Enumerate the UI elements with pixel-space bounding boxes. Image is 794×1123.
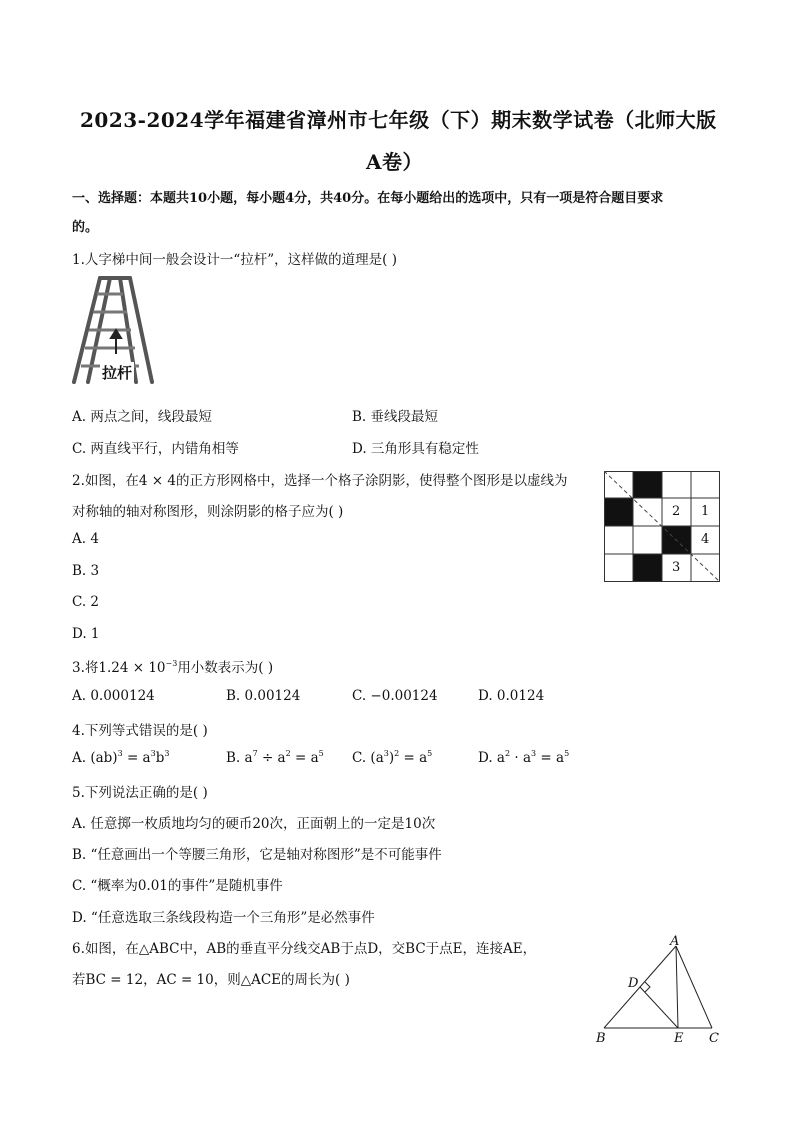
q3-option-c: C. −0.00124 bbox=[352, 688, 438, 704]
q2-option-d: D. 1 bbox=[72, 626, 100, 642]
label-a: A bbox=[670, 934, 680, 949]
segment-de bbox=[640, 987, 678, 1028]
exam-title-line2: A卷） bbox=[366, 150, 424, 174]
q3-stem bbox=[72, 656, 273, 676]
side-ac bbox=[676, 946, 712, 1028]
grid-label-4: 4 bbox=[701, 532, 710, 547]
q6-stem-line1: 6.如图，在△ABC中，AB的垂直平分线交AB于点D，交BC于点E，连接AE， bbox=[72, 941, 537, 957]
q1-option-b: B. 垂线段最短 bbox=[352, 409, 439, 425]
q1-option-a: A. 两点之间，线段最短 bbox=[72, 409, 212, 425]
q2-option-c: C. 2 bbox=[72, 594, 100, 610]
ladder-label: 拉杆 bbox=[102, 364, 133, 382]
q6-stem-line2: 若BC = 12，AC = 10，则△ACE的周长为( ) bbox=[72, 972, 350, 988]
q2-stem-line2: 对称轴的轴对称图形，则涂阴影的格子应为( ) bbox=[72, 504, 344, 520]
label-c: C bbox=[709, 1031, 719, 1046]
grid-svg bbox=[604, 471, 720, 587]
q2-grid-figure bbox=[604, 471, 720, 587]
q4-stem: 4.下列等式错误的是( ) bbox=[72, 723, 208, 739]
q2-option-b: B. 3 bbox=[72, 563, 100, 579]
q1-stem: 1.人字梯中间一般会设计一“拉杆”，这样做的道理是( ) bbox=[72, 252, 398, 268]
q4-option-a: A. $(ab)^3 = a^3b^3$ bbox=[72, 748, 170, 766]
q3-stem-exp: −3 bbox=[165, 658, 178, 668]
segment-ae bbox=[676, 946, 678, 1028]
label-d: D bbox=[628, 976, 639, 991]
q5-option-c: C. “概率为0.01的事件”是随机事件 bbox=[72, 878, 283, 894]
q5-stem: 5.下列说法正确的是( ) bbox=[72, 785, 208, 801]
label-e: E bbox=[674, 1031, 684, 1046]
grid-label-2: 2 bbox=[672, 504, 681, 519]
section-header-line2: 的。 bbox=[72, 220, 99, 235]
q4-option-c: C. $(a^3)^2 = a^5$ bbox=[352, 748, 433, 766]
q4-option-d: D. $a^2 \cdot a^3 = a^5$ bbox=[478, 748, 570, 766]
q2-option-a: A. 4 bbox=[72, 531, 99, 547]
q5-option-b: B. “任意画出一个等腰三角形，它是轴对称图形”是不可能事件 bbox=[72, 847, 442, 863]
triangle-svg bbox=[592, 934, 726, 1052]
q5-option-a: A. 任意掷一枚质地均匀的硬币20次，正面朝上的一定是10次 bbox=[72, 816, 436, 832]
grid-label-3: 3 bbox=[672, 560, 681, 575]
section-header-line1: 一、选择题：本题共10小题，每小题4分，共40分。在每小题给出的选项中，只有一项是符合题目要求 bbox=[72, 191, 664, 206]
shaded-cell bbox=[604, 498, 633, 526]
q2-stem-line1: 2.如图，在4 × 4的正方形网格中，选择一个格子涂阴影，使得整个图形是以虚线为 bbox=[72, 473, 568, 489]
q4-option-b: B. $a^7 \div a^2 = a^5$ bbox=[226, 748, 324, 766]
label-b: B bbox=[596, 1031, 606, 1046]
q3-stem-post: 用小数表示为( ) bbox=[177, 660, 274, 676]
q3-stem-pre: 3.将1.24 × 10 bbox=[72, 660, 166, 676]
q6-triangle-figure bbox=[592, 934, 726, 1052]
shaded-cell bbox=[633, 554, 662, 582]
grid-label-1: 1 bbox=[701, 504, 710, 519]
exam-title-line1: 2023-2024学年福建省漳州市七年级（下）期末数学试卷（北师大版 bbox=[80, 108, 717, 132]
q3-option-b: B. 0.00124 bbox=[226, 688, 301, 704]
q5-option-d: D. “任意选取三条线段构造一个三角形”是必然事件 bbox=[72, 910, 375, 926]
q3-option-a: A. 0.000124 bbox=[72, 688, 155, 704]
ladder-figure bbox=[70, 272, 160, 388]
shaded-cell bbox=[633, 471, 662, 498]
q1-option-c: C. 两直线平行，内错角相等 bbox=[72, 441, 239, 457]
q1-option-d: D. 三角形具有稳定性 bbox=[352, 441, 479, 457]
right-angle-mark bbox=[645, 982, 650, 992]
q3-option-d: D. 0.0124 bbox=[478, 688, 545, 704]
